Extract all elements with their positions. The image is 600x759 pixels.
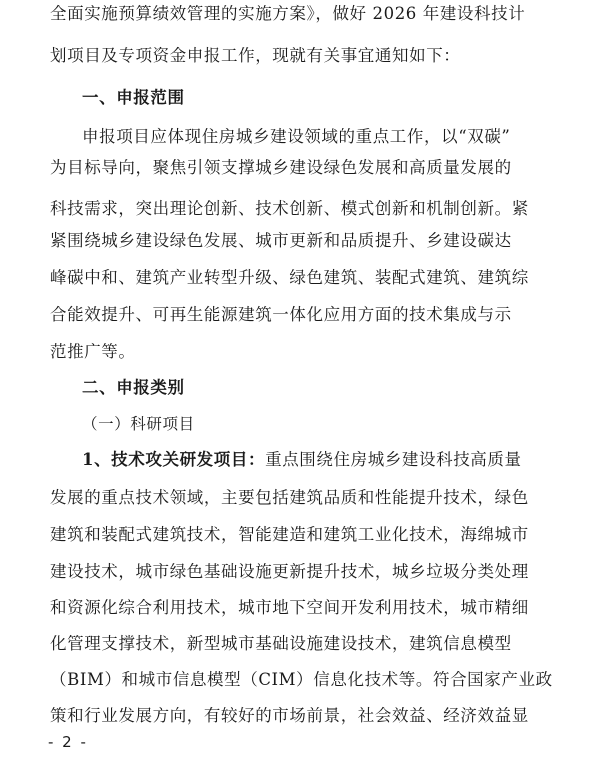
item-1-line-2: 发展的重点技术领域，主要包括建筑品质和性能提升技术，绿色 xyxy=(50,488,529,507)
section-1-paragraph-line-6: 合能效提升、可再生能源建筑一体化应用方面的技术集成与示 xyxy=(50,305,512,324)
section-1-heading: 一、申报范围 xyxy=(82,88,185,107)
item-1-line-5: 和资源化综合利用技术，城市地下空间开发利用技术，城市精细 xyxy=(50,598,529,617)
item-1-line-8: 策和行业发展方向，有较好的市场前景，社会效益、经济效益显 xyxy=(50,706,529,725)
item-1-line-7: （BIM）和城市信息模型（CIM）信息化技术等。符合国家产业政 xyxy=(50,670,553,689)
section-2-subheading: （一）科研项目 xyxy=(82,415,195,433)
item-1-text: 重点围绕住房城乡建设科技高质量 xyxy=(265,450,522,469)
section-1-paragraph-line-5: 峰碳中和、建筑产业转型升级、绿色建筑、装配式建筑、建筑综 xyxy=(50,268,529,287)
section-2-heading: 二、申报类别 xyxy=(82,378,185,397)
item-1-line-4: 建设技术，城市绿色基础设施更新提升技术，城乡垃圾分类处理 xyxy=(50,562,529,581)
intro-line-1: 全面实施预算绩效管理的实施方案》，做好 2026 年建设科技计 xyxy=(50,4,526,23)
item-1-line-6: 化管理支撑技术，新型城市基础设施建设技术，建筑信息模型 xyxy=(50,634,512,653)
item-1-line-3: 建筑和装配式建筑技术，智能建造和建筑工业化技术，海绵城市 xyxy=(50,525,529,544)
item-1-line-1 xyxy=(82,450,550,470)
page-number: - 2 - xyxy=(48,733,88,751)
item-1-label: 1、技术攻关研发项目： xyxy=(82,450,266,469)
section-1-paragraph-line-2: 为目标导向，聚焦引领支撑城乡建设绿色发展和高质量发展的 xyxy=(50,158,512,177)
intro-line-2: 划项目及专项资金申报工作，现就有关事宜通知如下： xyxy=(50,46,461,65)
section-1-paragraph-line-7: 范推广等。 xyxy=(50,342,136,361)
section-1-paragraph-line-1: 申报项目应体现住房城乡建设领域的重点工作，以“双碳” xyxy=(82,127,511,146)
section-1-paragraph-line-3: 科技需求，突出理论创新、技术创新、模式创新和机制创新。紧 xyxy=(50,199,529,218)
section-1-paragraph-line-4: 紧围绕城乡建设绿色发展、城市更新和品质提升、乡建设碳达 xyxy=(50,231,512,250)
